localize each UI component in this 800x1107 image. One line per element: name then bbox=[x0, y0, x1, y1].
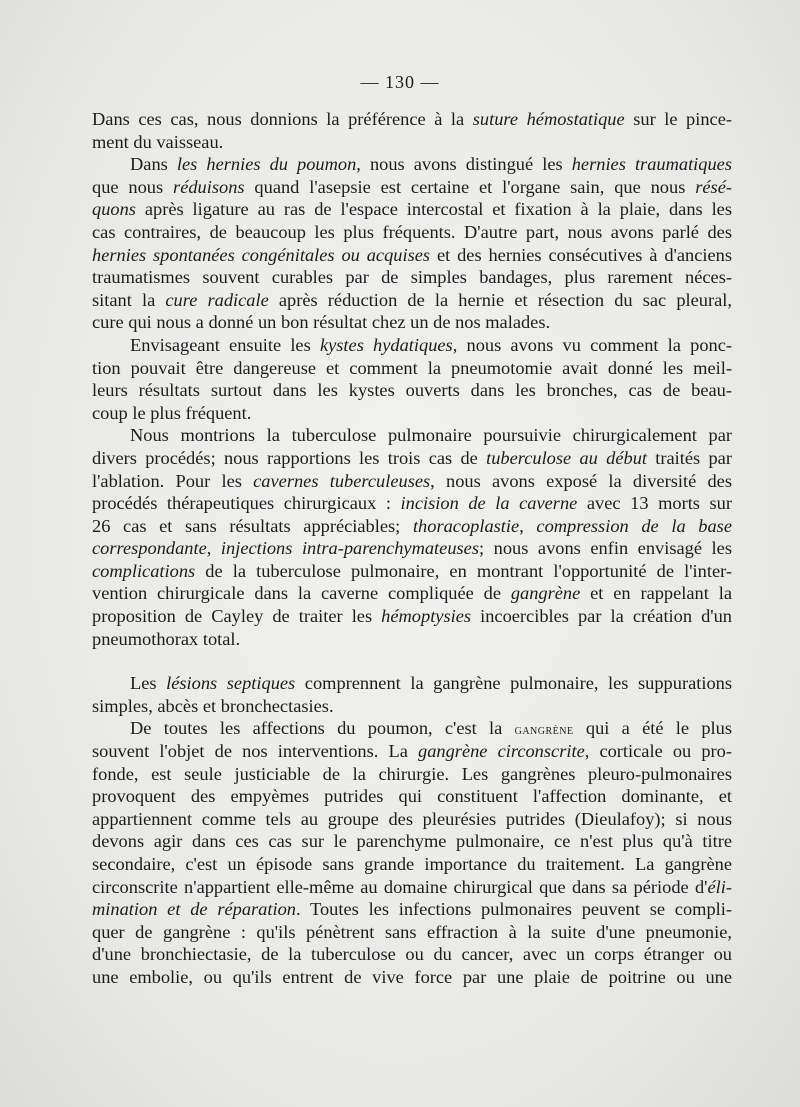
paragraph bbox=[92, 424, 732, 650]
text-line bbox=[92, 492, 732, 515]
text-line bbox=[92, 108, 732, 131]
text-run: l'ablation. Pour les bbox=[92, 470, 254, 491]
italic-term: réduisons bbox=[173, 176, 245, 197]
text-run: de la tuberculose pulmonaire, en montrant l'opportunité de l'inter- bbox=[195, 560, 732, 581]
text-line bbox=[92, 695, 732, 718]
text-line bbox=[92, 808, 732, 831]
italic-term: éli- bbox=[707, 876, 732, 897]
paragraph bbox=[92, 672, 732, 717]
text-run: avec 13 morts sur bbox=[577, 493, 733, 514]
text-run: que nous bbox=[92, 176, 174, 197]
italic-term: thoracoplastie bbox=[412, 515, 520, 536]
italic-term: résé- bbox=[695, 176, 732, 197]
text-run: ment du vaisseau. bbox=[92, 131, 224, 152]
italic-term: hernies traumatiques bbox=[571, 154, 733, 175]
italic-term: hernies spontanées congénitales ou acquises bbox=[92, 244, 431, 265]
italic-term: cavernes tuberculeuses bbox=[253, 470, 431, 491]
text-line bbox=[92, 740, 732, 763]
paragraph bbox=[92, 108, 732, 153]
paragraph bbox=[92, 334, 732, 424]
text-line bbox=[92, 628, 732, 651]
italic-term: incision de la caverne bbox=[400, 493, 578, 514]
text-run: De toutes les affections du poumon, c'est la bbox=[130, 718, 515, 739]
text-line bbox=[92, 334, 732, 357]
text-run: leurs résultats surtout dans les kystes ouverts dans les bronches, cas de beau- bbox=[92, 380, 732, 401]
text-run: traumatismes souvent curables par de simples bandages, plus rarement néces- bbox=[92, 267, 732, 288]
text-line bbox=[92, 853, 732, 876]
section-gap bbox=[92, 650, 732, 672]
text-run: . Toutes les infections pulmonaires peuvent se compli- bbox=[296, 899, 732, 920]
text-run: , nous avons distingué les bbox=[356, 154, 572, 175]
italic-term: lésions septiques bbox=[166, 673, 296, 694]
text-run: , bbox=[206, 538, 221, 559]
text-line bbox=[92, 447, 732, 470]
text-run: , nous avons exposé la diversité des bbox=[430, 470, 732, 491]
text-run: cure qui nous a donné un bon résultat chez un de nos malades. bbox=[92, 312, 551, 333]
italic-term: compression de la base bbox=[536, 515, 732, 536]
text-line bbox=[92, 266, 732, 289]
text-run: Les bbox=[130, 673, 167, 694]
text-run: Nous montrions la tuberculose pulmonaire poursuivie chirurgicalement par bbox=[130, 425, 732, 446]
text-line bbox=[92, 470, 732, 493]
italic-term: quons bbox=[92, 199, 136, 220]
text-run: et en rappelant la bbox=[580, 583, 732, 604]
text-line bbox=[92, 763, 732, 786]
italic-term: kystes hydatiques bbox=[319, 334, 453, 355]
text-line bbox=[92, 672, 732, 695]
text-run: après réduction de la hernie et résection du sac pleural, bbox=[268, 289, 732, 310]
text-line bbox=[92, 221, 732, 244]
text-line bbox=[92, 153, 732, 176]
text-line bbox=[92, 379, 732, 402]
text-run: , corticale ou pro- bbox=[584, 741, 732, 762]
text-run: devons agir dans ces cas sur le parenchyme pulmonaire, ce n'est plus qu'à titre bbox=[92, 831, 732, 852]
text-run: procédés thérapeutiques chirurgicaux : bbox=[92, 493, 401, 514]
text-line bbox=[92, 943, 732, 966]
text-run: simples, abcès et bronchectasies. bbox=[92, 695, 334, 716]
text-run: souvent l'objet de nos interventions. La bbox=[92, 741, 418, 762]
text-line bbox=[92, 357, 732, 380]
text-run: quand l'asepsie est certaine et l'organe sain, que nous bbox=[244, 176, 696, 197]
text-run: divers procédés; nous rapportions les trois cas de bbox=[92, 447, 487, 468]
text-run: Dans bbox=[130, 154, 177, 175]
text-run: 26 cas et sans résultats appréciables; bbox=[92, 515, 413, 536]
italic-term: hémoptysies bbox=[381, 606, 472, 627]
page-number: — 130 — bbox=[360, 72, 440, 92]
italic-term: gangrène circonscrite bbox=[418, 741, 585, 762]
text-run: cas contraires, de beaucoup les plus fréquents. D'autre part, nous avons parlé des bbox=[92, 221, 732, 242]
text-run: pneumothorax total. bbox=[92, 628, 241, 649]
paragraph bbox=[92, 717, 732, 988]
italic-term: injections intra-parenchymateuses bbox=[220, 538, 479, 559]
italic-term: suture hémostatique bbox=[472, 109, 625, 129]
text-line bbox=[92, 560, 732, 583]
text-run: Envisageant ensuite les bbox=[130, 334, 320, 355]
text-run: , bbox=[519, 515, 537, 536]
text-run: Dans ces cas, nous donnions la préférence à la bbox=[92, 109, 473, 129]
text-run: provoquent des empyèmes putrides qui constituent l'affection dominante, et bbox=[92, 786, 732, 807]
text-line bbox=[92, 537, 732, 560]
text-line bbox=[92, 876, 732, 899]
italic-term: cure radicale bbox=[165, 289, 269, 310]
text-run: traités par bbox=[647, 447, 732, 468]
small-caps-term: gangrène bbox=[514, 723, 574, 739]
italic-term: correspondante bbox=[92, 538, 207, 559]
italic-term: complications bbox=[92, 560, 196, 581]
text-line bbox=[92, 311, 732, 334]
text-line bbox=[92, 582, 732, 605]
text-line bbox=[92, 515, 732, 538]
text-run: vention chirurgicale dans la caverne compliquée de bbox=[92, 583, 511, 604]
text-line bbox=[92, 198, 732, 221]
text-line bbox=[92, 717, 732, 740]
text-run: ; nous avons enfin envisagé les bbox=[479, 538, 732, 559]
text-line bbox=[92, 131, 732, 154]
text-run: secondaire, c'est un épisode sans grande importance du traitement. La gangrène bbox=[92, 854, 732, 874]
text-line bbox=[92, 289, 732, 312]
text-line bbox=[92, 605, 732, 628]
body-text bbox=[92, 108, 732, 989]
text-run: après ligature au ras de l'espace intercostal et fixation à la plaie, dans les bbox=[135, 199, 732, 220]
italic-term: gangrène bbox=[510, 583, 581, 604]
text-run: appartiennent comme tels au groupe des pleurésies putrides (Dieulafoy); si nous bbox=[92, 808, 732, 829]
text-run: circonscrite n'appartient elle-même au domaine chirurgical que dans sa période d' bbox=[92, 876, 708, 897]
text-run: quer de gangrène : qu'ils pénètrent sans effraction à la suite d'une pneumonie, bbox=[92, 921, 732, 942]
italic-term: les hernies du poumon bbox=[176, 154, 357, 175]
text-line bbox=[92, 785, 732, 808]
text-run: qui a été le plus bbox=[573, 718, 733, 739]
text-run: proposition de Cayley de traiter les bbox=[92, 606, 382, 627]
text-line bbox=[92, 830, 732, 853]
text-run: d'une bronchiectasie, de la tuberculose ou du cancer, avec un corps étranger ou bbox=[92, 944, 732, 965]
italic-term: mination et de réparation bbox=[92, 899, 296, 920]
text-run: sitant la bbox=[92, 289, 166, 310]
text-line bbox=[92, 244, 732, 267]
italic-term: tuberculose au début bbox=[486, 447, 647, 468]
text-run: et des hernies consécutives à d'anciens bbox=[430, 244, 733, 265]
text-run: tion pouvait être dangereuse et comment la pneumotomie avait donné les meil- bbox=[92, 357, 732, 378]
text-run: sur le pince- bbox=[624, 109, 733, 129]
text-run: coup le plus fréquent. bbox=[92, 402, 252, 423]
text-line bbox=[92, 176, 732, 199]
text-line bbox=[92, 966, 732, 989]
text-run: fonde, est seule justiciable de la chirurgie. Les gangrènes pleuro-pulmonaires bbox=[92, 763, 732, 784]
text-run: une embolie, ou qu'ils entrent de vive force par une plaie de poitrine ou une bbox=[92, 966, 732, 987]
text-run: comprennent la gangrène pulmonaire, les suppurations bbox=[295, 673, 733, 694]
text-line bbox=[92, 898, 732, 921]
text-line bbox=[92, 424, 732, 447]
text-run: , nous avons vu comment la ponc- bbox=[452, 334, 732, 355]
paragraph bbox=[92, 153, 732, 334]
text-line bbox=[92, 402, 732, 425]
text-line bbox=[92, 921, 732, 944]
text-run: incoercibles par la création d'un bbox=[471, 606, 732, 627]
